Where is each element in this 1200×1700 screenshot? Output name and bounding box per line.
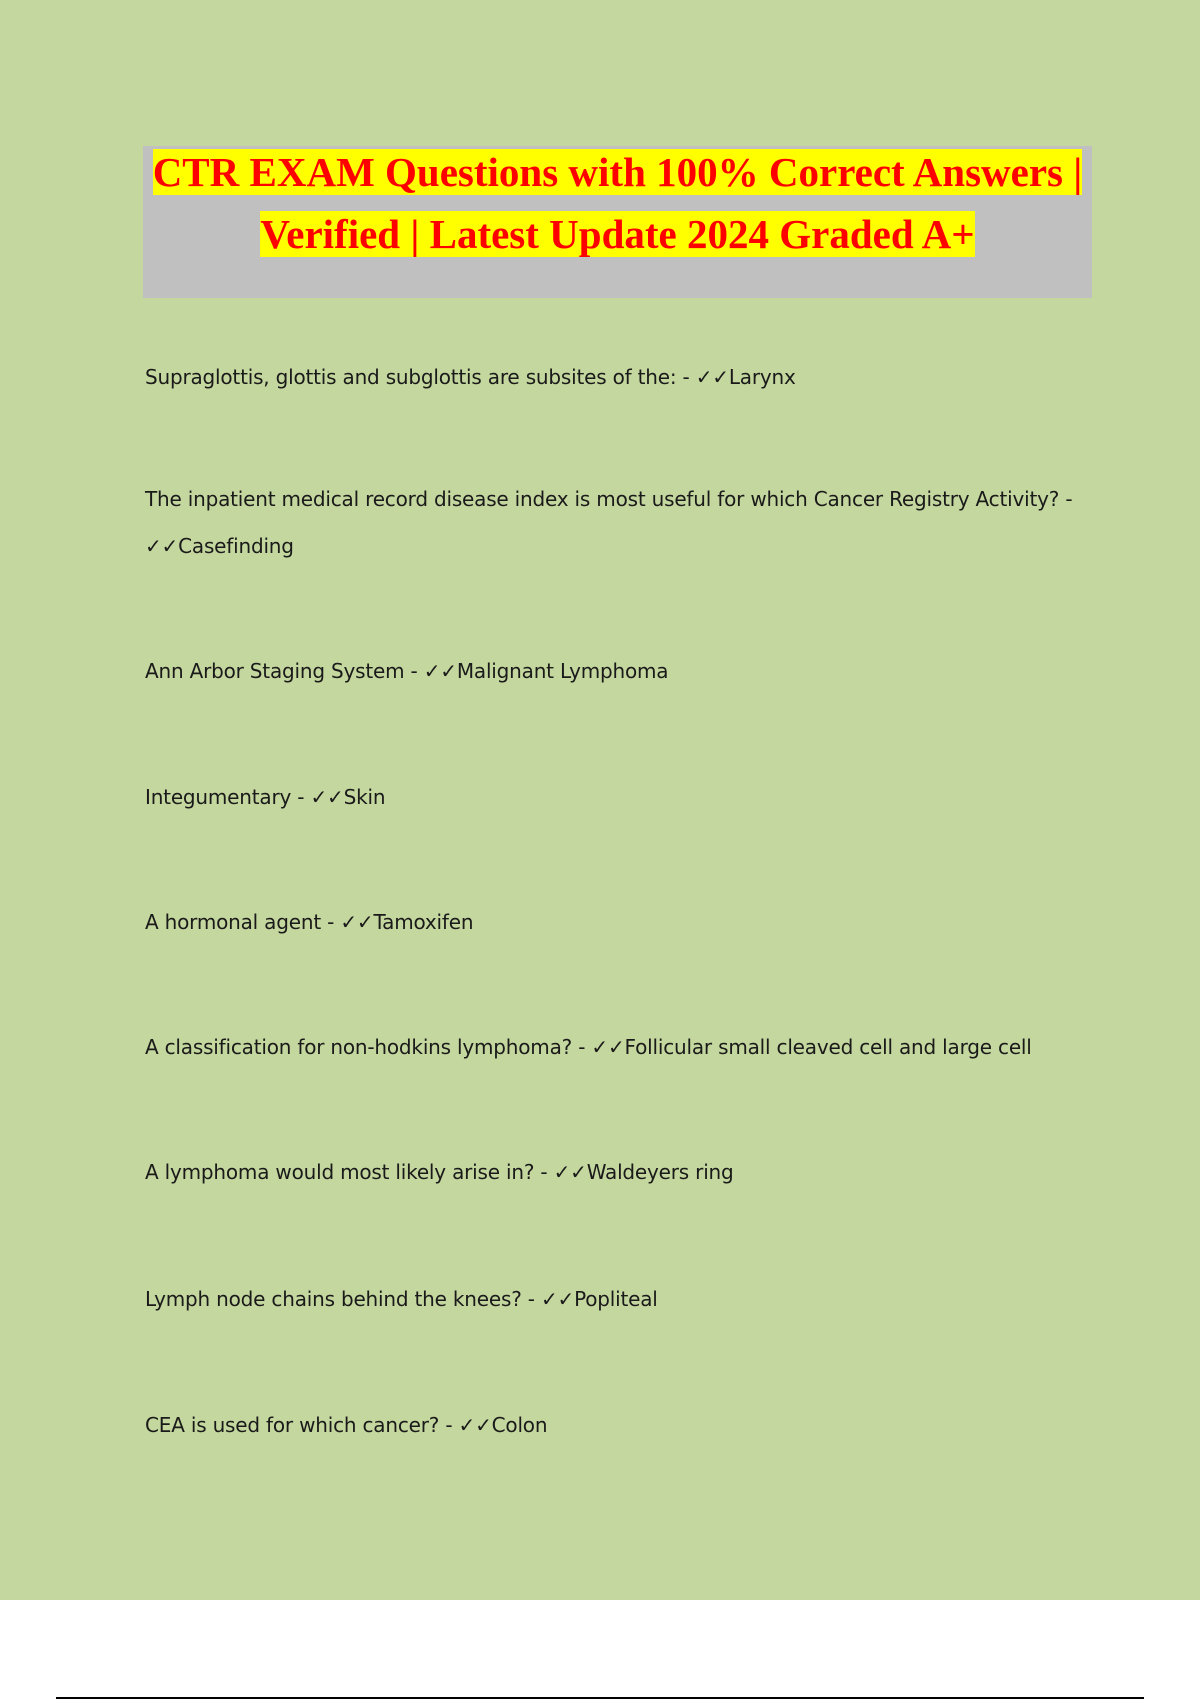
- separator: -: [534, 1160, 554, 1184]
- separator: -: [572, 1035, 592, 1059]
- check-icon: ✓✓: [145, 534, 179, 558]
- check-icon: ✓✓: [423, 659, 457, 683]
- separator: -: [439, 1413, 459, 1437]
- separator: -: [521, 1287, 541, 1311]
- check-icon: ✓✓: [540, 1287, 575, 1311]
- qa-item: [145, 1402, 1085, 1449]
- answer-text: Malignant Lymphoma: [456, 659, 669, 683]
- answer-text: Larynx: [728, 365, 796, 389]
- title-box: [143, 146, 1092, 298]
- question-text: CEA is used for which cancer?: [145, 1413, 440, 1437]
- check-icon: ✓✓: [458, 1413, 492, 1437]
- document-title: CTR EXAM Questions with 100% Correct Answers | Verified | Latest Update 2024 Graded A+: [152, 149, 1083, 257]
- qa-item: [145, 774, 1085, 821]
- answer-text: Follicular small cleaved cell and large cell: [624, 1035, 1032, 1059]
- qa-item: [145, 648, 1085, 695]
- footer-rule: [56, 1697, 1144, 1699]
- question-text: Integumentary: [145, 785, 292, 809]
- question-text: Lymph node chains behind the knees?: [145, 1287, 522, 1311]
- question-text: A hormonal agent: [145, 910, 321, 934]
- question-text: A lymphoma would most likely arise in?: [145, 1160, 535, 1184]
- check-icon: ✓✓: [695, 365, 729, 389]
- separator: -: [291, 785, 311, 809]
- qa-item: [145, 899, 1085, 946]
- answer-text: Popliteal: [574, 1287, 658, 1311]
- question-text: Supraglottis, glottis and subglottis are subsites of the:: [145, 365, 677, 389]
- qa-item: [145, 1276, 1085, 1323]
- qa-item: [145, 476, 1085, 570]
- separator: -: [1059, 487, 1073, 511]
- check-icon: ✓✓: [310, 785, 344, 809]
- answer-text: Casefinding: [178, 534, 294, 558]
- answer-text: Colon: [491, 1413, 548, 1437]
- separator: -: [404, 659, 424, 683]
- answer-text: Waldeyers ring: [586, 1160, 734, 1184]
- separator: -: [676, 365, 696, 389]
- check-icon: ✓✓: [591, 1035, 625, 1059]
- answer-text: Skin: [343, 785, 386, 809]
- question-text: A classification for non-hodkins lymphoma?: [145, 1035, 573, 1059]
- qa-item: [145, 1149, 1085, 1196]
- check-icon: ✓✓: [553, 1160, 587, 1184]
- question-text: The inpatient medical record disease index is most useful for which Cancer Registry Activity?: [145, 487, 1060, 511]
- qa-item: [145, 1024, 1085, 1071]
- question-text: Ann Arbor Staging System: [145, 659, 405, 683]
- check-icon: ✓✓: [340, 910, 374, 934]
- qa-item: [145, 354, 1085, 401]
- separator: -: [320, 910, 341, 934]
- answer-text: Tamoxifen: [373, 910, 474, 934]
